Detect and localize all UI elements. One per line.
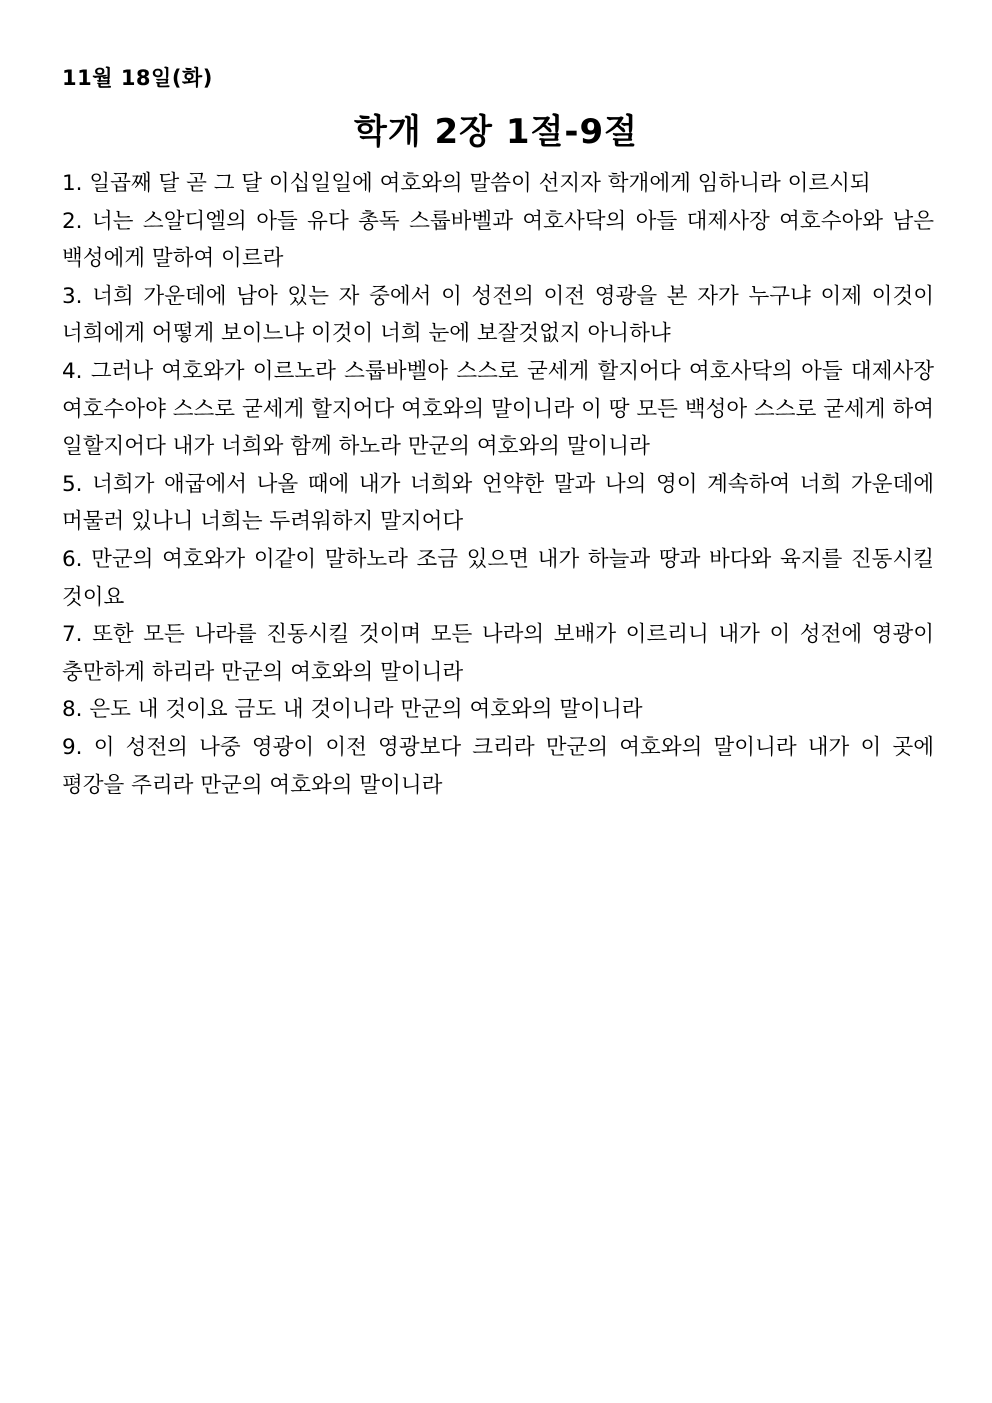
verse-1: 1. 일곱째 달 곧 그 달 이십일일에 여호와의 말씀이 선지자 학개에게 임하니라 이르시되 — [62, 171, 871, 196]
date-heading: 11월 18일(화) — [62, 66, 213, 90]
verse-list — [62, 165, 934, 804]
verse-2: 2. 너는 스알디엘의 아들 유다 총독 스룹바벨과 여호사닥의 아들 대제사장 여호수아와 남은 백성에게 말하여 이르라 — [62, 208, 934, 272]
verse-9: 9. 이 성전의 나중 영광이 이전 영광보다 크리라 만군의 여호와의 말이니라 내가 이 곳에 평강을 주리라 만군의 여호와의 말이니라 — [62, 734, 934, 798]
verse-8: 8. 은도 내 것이요 금도 내 것이니라 만군의 여호와의 말이니라 — [62, 697, 643, 723]
verse-6: 6. 만군의 여호와가 이같이 말하노라 조금 있으면 내가 하늘과 땅과 바다와 육지를 진동시킬 것이요 — [62, 546, 934, 610]
verse-4: 4. 그러나 여호와가 이르노라 스룹바벨아 스스로 굳세게 할지어다 여호사닥의 아들 대제사장 여호수아야 스스로 굳세게 할지어다 여호와의 말이니라 이 땅 모든 백성아 스스로 굳세게 하여 일할지어다 내가 너희와 함께 하노라 만군의 여호와의 말이니라 — [62, 358, 934, 460]
verse-3: 3. 너희 가운데에 남아 있는 자 중에서 이 성전의 이전 영광을 본 자가 누구냐 이제 이것이 너희에게 어떻게 보이느냐 이것이 너희 눈에 보잘것없지 아니하냐 — [62, 283, 934, 347]
verse-7: 7. 또한 모든 나라를 진동시킬 것이며 모든 나라의 보배가 이르리니 내가 이 성전에 영광이 충만하게 하리라 만군의 여호와의 말이니라 — [62, 622, 934, 685]
page-title: 학개 2장 1절-9절 — [354, 112, 638, 152]
verse-5: 5. 너희가 애굽에서 나올 때에 내가 너희와 언약한 말과 나의 영이 계속하여 너희 가운데에 머물러 있나니 너희는 두려워하지 말지어다 — [62, 471, 934, 535]
